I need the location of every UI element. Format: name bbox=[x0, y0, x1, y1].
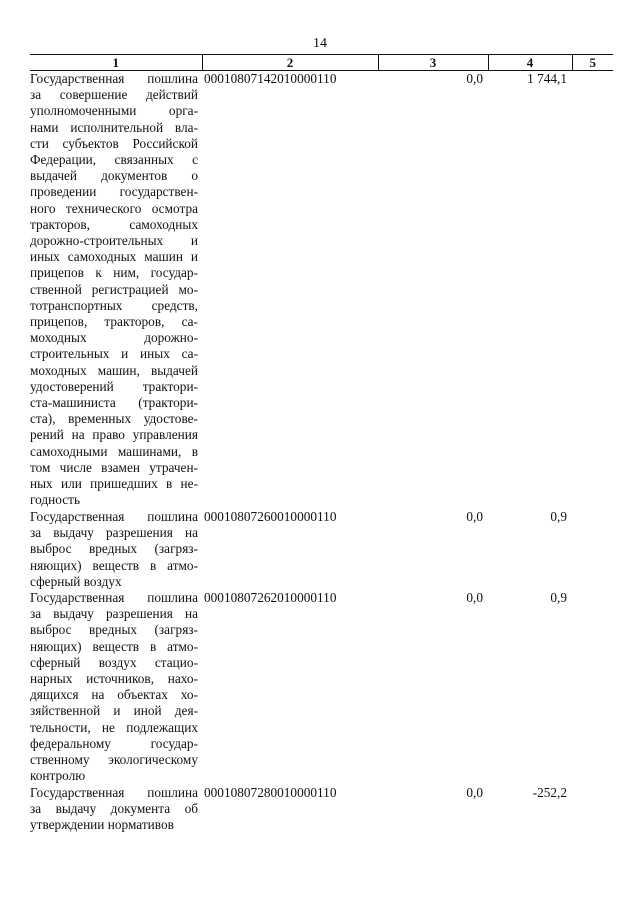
row-name-line: выброс вредных (загряз- bbox=[30, 541, 198, 557]
row-name-line: дящихся на объектах хо- bbox=[30, 687, 198, 703]
row-name-line: самоходными машинами, в bbox=[30, 443, 198, 459]
row-name-line: уполномоченными орга- bbox=[30, 103, 198, 119]
row-name-line: за совершение действий bbox=[30, 87, 198, 103]
row-code: 00010807142010000110 bbox=[204, 71, 337, 86]
row-name-line: выброс вредных (загряз- bbox=[30, 622, 198, 638]
header-col-1: 1 bbox=[30, 55, 202, 71]
row-name-line: зяйственной и иной дея- bbox=[30, 703, 198, 719]
row-name-line: ста), временных удостове- bbox=[30, 411, 198, 427]
row-name-line: тельности, не подлежащих bbox=[30, 719, 198, 735]
row-name-line: моходных машин, выдачей bbox=[30, 362, 198, 378]
row-code: 00010807260010000110 bbox=[204, 509, 337, 524]
row-name bbox=[30, 785, 202, 834]
row-name bbox=[30, 509, 202, 590]
row-name-line: сти субъектов Российской bbox=[30, 135, 198, 151]
row-name-line: рений на право управления bbox=[30, 427, 198, 443]
row-name-line: нарных источников, нахо- bbox=[30, 671, 198, 687]
table-row bbox=[30, 785, 613, 834]
row-name-line: ных или пришедших в не- bbox=[30, 476, 198, 492]
row-name-line: Государственная пошлина bbox=[30, 509, 198, 524]
row-name-line: Государственная пошлина bbox=[30, 590, 198, 606]
row-name-line: проведении государствен- bbox=[30, 184, 198, 200]
row-name-line: Государственная пошлина bbox=[30, 71, 198, 86]
row-name-line: дорожно-строительных и bbox=[30, 233, 198, 249]
row-name-line: ста-машиниста (трактори- bbox=[30, 395, 198, 411]
row-col5 bbox=[572, 785, 613, 834]
row-name-line: сферный воздух стацио- bbox=[30, 654, 198, 670]
row-name-line: ного технического осмотра bbox=[30, 200, 198, 216]
row-name-line: прицепов к ним, государ- bbox=[30, 265, 198, 281]
row-name-line: за выдачу разрешения на bbox=[30, 606, 198, 622]
row-col4: 1 744,1 bbox=[527, 71, 567, 86]
row-name-line: Федерации, связанных с bbox=[30, 152, 198, 168]
row-col5 bbox=[572, 71, 613, 510]
row-name-line: том числе взамен утрачен- bbox=[30, 459, 198, 475]
row-col3: 0,0 bbox=[466, 71, 483, 86]
row-name-line: ственному экологическому bbox=[30, 752, 198, 768]
header-col-5: 5 bbox=[572, 55, 613, 71]
row-col5 bbox=[572, 509, 613, 590]
budget-table bbox=[30, 54, 613, 834]
row-name-line: тотранспортных средств, bbox=[30, 297, 198, 313]
row-name-line: няющих) веществ в атмо- bbox=[30, 638, 198, 654]
row-name-line: выдачей документов о bbox=[30, 168, 198, 184]
row-name-line: ственной регистрацией мо- bbox=[30, 281, 198, 297]
row-name-line: сферный воздух bbox=[30, 573, 122, 589]
row-col3: 0,0 bbox=[466, 785, 483, 801]
header-col-2: 2 bbox=[202, 55, 378, 71]
row-name-line: Государственная пошлина bbox=[30, 785, 198, 801]
page-number: 14 bbox=[313, 36, 327, 51]
row-name bbox=[30, 590, 202, 785]
row-col4: -252,2 bbox=[532, 785, 567, 801]
row-name-line: нами исполнительной вла- bbox=[30, 119, 198, 135]
row-name-line: за выдачу документа об bbox=[30, 801, 198, 817]
row-name-line: за выдачу разрешения на bbox=[30, 525, 198, 541]
row-name bbox=[30, 71, 202, 510]
header-col-3: 3 bbox=[378, 55, 488, 71]
row-col4: 0,9 bbox=[550, 590, 567, 606]
row-col4: 0,9 bbox=[550, 509, 567, 524]
header-col-4: 4 bbox=[488, 55, 572, 71]
row-code: 00010807262010000110 bbox=[204, 590, 337, 606]
row-name-line: иных самоходных машин и bbox=[30, 249, 198, 265]
row-name-line: годность bbox=[30, 492, 81, 508]
row-name-line: удостоверений трактори- bbox=[30, 378, 198, 394]
row-name-line: прицепов, тракторов, са- bbox=[30, 314, 198, 330]
table-row bbox=[30, 71, 613, 510]
table-row bbox=[30, 509, 613, 590]
row-col5 bbox=[572, 590, 613, 785]
row-col3: 0,0 bbox=[466, 509, 483, 524]
row-name-line: тракторов, самоходных bbox=[30, 216, 198, 232]
row-col3: 0,0 bbox=[466, 590, 483, 606]
header-row bbox=[30, 55, 613, 71]
row-name-line: строительных и иных са- bbox=[30, 346, 198, 362]
row-name-line: моходных дорожно- bbox=[30, 330, 198, 346]
row-name-line: няющих) веществ в атмо- bbox=[30, 557, 198, 573]
table-row bbox=[30, 590, 613, 785]
row-code: 00010807280010000110 bbox=[204, 785, 337, 801]
row-name-line: контролю bbox=[30, 768, 86, 784]
row-name-line: утверждении нормативов bbox=[30, 817, 174, 833]
row-name-line: федеральному государ- bbox=[30, 735, 198, 751]
